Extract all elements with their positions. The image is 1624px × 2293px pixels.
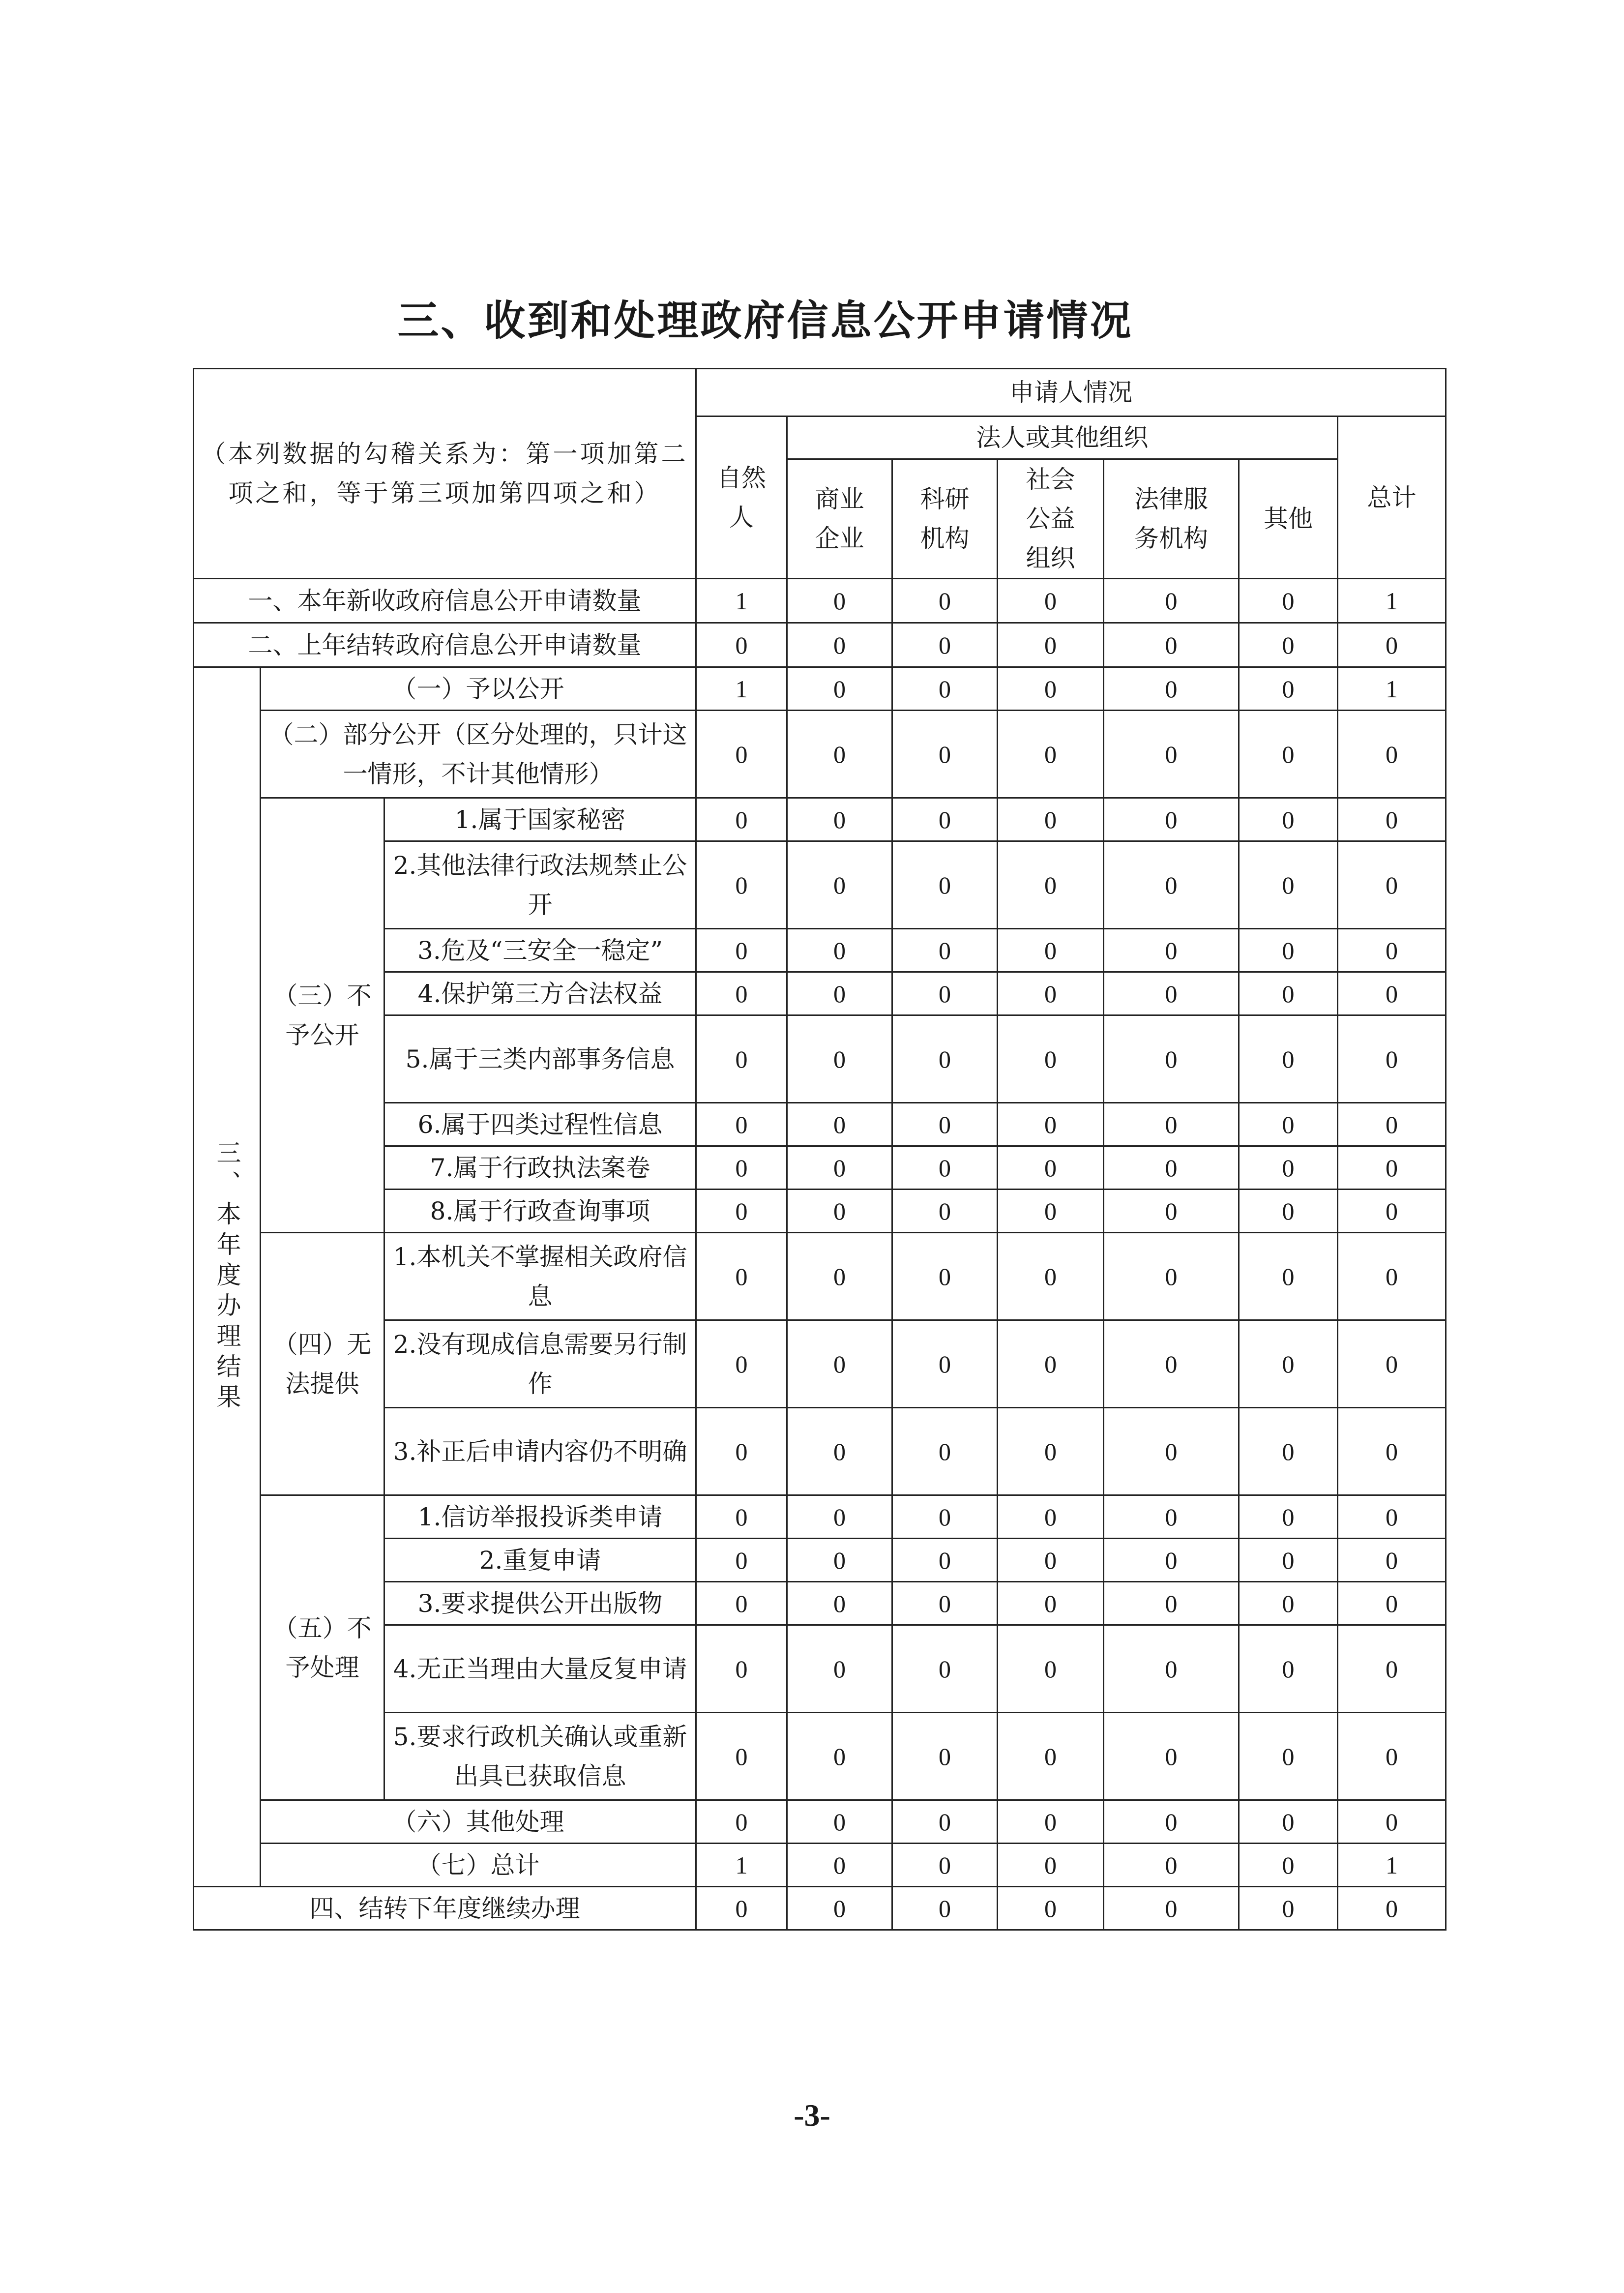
value-cell: 0 [892, 1582, 998, 1625]
value-cell: 0 [998, 1233, 1104, 1320]
value-cell: 0 [1338, 798, 1446, 841]
value-cell: 0 [1338, 623, 1446, 667]
value-cell: 0 [1338, 1015, 1446, 1103]
value-cell: 0 [1338, 1320, 1446, 1408]
value-cell: 0 [787, 1103, 892, 1146]
row-label: （二）部分公开（区分处理的，只计这一情形，不计其他情形） [261, 711, 696, 798]
value-cell: 0 [892, 1190, 998, 1233]
value-cell: 1 [696, 1844, 787, 1887]
value-cell: 0 [998, 1887, 1104, 1930]
value-cell: 0 [1239, 1625, 1338, 1713]
value-cell: 0 [1239, 1015, 1338, 1103]
row-label: 2.重复申请 [384, 1539, 696, 1582]
value-cell: 0 [1104, 1015, 1239, 1103]
row-label: 二、上年结转政府信息公开申请数量 [194, 623, 696, 667]
value-cell: 0 [998, 1800, 1104, 1844]
value-cell: 0 [696, 1713, 787, 1800]
value-cell: 0 [1239, 841, 1338, 929]
value-cell: 0 [892, 929, 998, 972]
value-cell: 0 [696, 1103, 787, 1146]
value-cell: 0 [1338, 711, 1446, 798]
legal-org-header: 法人或其他组织 [787, 417, 1338, 459]
value-cell: 0 [696, 623, 787, 667]
value-cell: 0 [696, 1190, 787, 1233]
total-header: 总计 [1338, 417, 1446, 579]
value-cell: 0 [892, 667, 998, 711]
value-cell: 0 [892, 1713, 998, 1800]
value-cell: 0 [1104, 841, 1239, 929]
table-row [194, 1844, 1446, 1887]
value-cell: 0 [892, 1233, 998, 1320]
value-cell: 0 [787, 1887, 892, 1930]
value-cell: 0 [1338, 1146, 1446, 1190]
value-cell: 0 [1239, 798, 1338, 841]
value-cell: 0 [1104, 667, 1239, 711]
value-cell: 0 [1239, 623, 1338, 667]
header-row-1 [194, 369, 1446, 417]
value-cell: 0 [696, 841, 787, 929]
value-cell: 0 [1104, 1233, 1239, 1320]
value-cell: 0 [892, 1015, 998, 1103]
value-cell: 0 [696, 1582, 787, 1625]
value-cell: 0 [696, 929, 787, 972]
table-row [194, 1233, 1446, 1320]
value-cell: 0 [1338, 841, 1446, 929]
row-label: 8.属于行政查询事项 [384, 1190, 696, 1233]
value-cell: 0 [998, 1582, 1104, 1625]
row-label: 2.没有现成信息需要另行制作 [384, 1320, 696, 1408]
group5-label: （五）不予处理 [261, 1495, 384, 1800]
value-cell: 0 [696, 1408, 787, 1495]
value-cell: 0 [1104, 1190, 1239, 1233]
value-cell: 0 [1239, 1539, 1338, 1582]
value-cell: 0 [787, 972, 892, 1015]
value-cell: 1 [696, 667, 787, 711]
value-cell: 0 [892, 1103, 998, 1146]
value-cell: 0 [998, 798, 1104, 841]
value-cell: 0 [1239, 1844, 1338, 1887]
value-cell: 0 [1338, 1887, 1446, 1930]
value-cell: 0 [1104, 1320, 1239, 1408]
value-cell: 0 [1104, 1495, 1239, 1539]
value-cell: 0 [1104, 1887, 1239, 1930]
col-header-legal-service: 法律服务机构 [1104, 459, 1239, 579]
value-cell: 0 [1104, 623, 1239, 667]
row-label: 3.要求提供公开出版物 [384, 1582, 696, 1625]
value-cell: 0 [1104, 1103, 1239, 1146]
value-cell: 0 [787, 841, 892, 929]
page-number: -3- [794, 2098, 830, 2133]
section3-label: 三、本年度办理结果 [194, 667, 261, 1887]
table-note: （本列数据的勾稽关系为：第一项加第二项之和，等于第三项加第四项之和） [194, 369, 696, 579]
value-cell: 0 [892, 1887, 998, 1930]
group3-label: （三）不予公开 [261, 798, 384, 1233]
value-cell: 0 [892, 1539, 998, 1582]
value-cell: 0 [1239, 1582, 1338, 1625]
value-cell: 0 [787, 1844, 892, 1887]
value-cell: 0 [1239, 1103, 1338, 1146]
value-cell: 0 [1338, 1582, 1446, 1625]
value-cell: 0 [1239, 667, 1338, 711]
row-label: 一、本年新收政府信息公开申请数量 [194, 579, 696, 623]
col-header-research: 科研机构 [892, 459, 998, 579]
value-cell: 0 [696, 972, 787, 1015]
value-cell: 1 [696, 579, 787, 623]
value-cell: 0 [998, 711, 1104, 798]
value-cell: 0 [696, 1800, 787, 1844]
value-cell: 0 [998, 841, 1104, 929]
row-label: 1.本机关不掌握相关政府信息 [384, 1233, 696, 1320]
page-title: 三、收到和处理政府信息公开申请情况 [397, 297, 1133, 345]
group4-label: （四）无法提供 [261, 1233, 384, 1495]
value-cell: 0 [998, 1320, 1104, 1408]
value-cell: 0 [998, 579, 1104, 623]
value-cell: 0 [1338, 929, 1446, 972]
col-header-other: 其他 [1239, 459, 1338, 579]
value-cell: 0 [998, 1495, 1104, 1539]
row-label: （七）总计 [261, 1844, 696, 1887]
value-cell: 0 [998, 1015, 1104, 1103]
value-cell: 0 [787, 798, 892, 841]
row-label: 四、结转下年度继续办理 [194, 1887, 696, 1930]
value-cell: 0 [1104, 929, 1239, 972]
row-label: 1.属于国家秘密 [384, 798, 696, 841]
applicant-header: 申请人情况 [696, 369, 1446, 417]
value-cell: 0 [1104, 579, 1239, 623]
value-cell: 0 [1104, 1713, 1239, 1800]
value-cell: 0 [892, 1320, 998, 1408]
value-cell: 0 [1104, 1844, 1239, 1887]
row-label: （一）予以公开 [261, 667, 696, 711]
value-cell: 0 [1338, 1713, 1446, 1800]
value-cell: 0 [1104, 972, 1239, 1015]
table-row [194, 667, 1446, 711]
value-cell: 0 [1239, 972, 1338, 1015]
row-label: 6.属于四类过程性信息 [384, 1103, 696, 1146]
value-cell: 0 [1239, 1713, 1338, 1800]
value-cell: 0 [998, 1103, 1104, 1146]
value-cell: 0 [1104, 798, 1239, 841]
value-cell: 0 [1338, 1495, 1446, 1539]
value-cell: 0 [1104, 1625, 1239, 1713]
table-row [194, 579, 1446, 623]
value-cell: 0 [787, 1233, 892, 1320]
value-cell: 0 [892, 1625, 998, 1713]
row-label: 1.信访举报投诉类申请 [384, 1495, 696, 1539]
value-cell: 0 [892, 841, 998, 929]
value-cell: 0 [787, 1146, 892, 1190]
value-cell: 0 [787, 667, 892, 711]
table-row [194, 1495, 1446, 1539]
value-cell: 0 [787, 1495, 892, 1539]
value-cell: 0 [787, 711, 892, 798]
value-cell: 0 [787, 1320, 892, 1408]
row-label: 3.危及“三安全一稳定” [384, 929, 696, 972]
value-cell: 0 [1239, 1320, 1338, 1408]
table-row [194, 711, 1446, 798]
value-cell: 0 [787, 1582, 892, 1625]
value-cell: 0 [1239, 711, 1338, 798]
value-cell: 0 [998, 1713, 1104, 1800]
row-label: 3.补正后申请内容仍不明确 [384, 1408, 696, 1495]
value-cell: 1 [1338, 1844, 1446, 1887]
row-label: 4.保护第三方合法权益 [384, 972, 696, 1015]
row-label: 4.无正当理由大量反复申请 [384, 1625, 696, 1713]
value-cell: 0 [696, 1015, 787, 1103]
value-cell: 0 [1239, 1800, 1338, 1844]
value-cell: 0 [998, 1146, 1104, 1190]
table-row [194, 1800, 1446, 1844]
value-cell: 0 [696, 1146, 787, 1190]
col-header-business: 商业企业 [787, 459, 892, 579]
value-cell: 0 [787, 579, 892, 623]
row-label: 5.要求行政机关确认或重新出具已获取信息 [384, 1713, 696, 1800]
value-cell: 0 [696, 1887, 787, 1930]
value-cell: 0 [998, 1539, 1104, 1582]
value-cell: 0 [892, 579, 998, 623]
col-header-public-welfare: 社会公益组织 [998, 459, 1104, 579]
value-cell: 0 [998, 1408, 1104, 1495]
value-cell: 0 [787, 623, 892, 667]
value-cell: 0 [696, 1320, 787, 1408]
value-cell: 0 [892, 1146, 998, 1190]
value-cell: 0 [696, 1539, 787, 1582]
value-cell: 0 [787, 929, 892, 972]
value-cell: 0 [998, 1625, 1104, 1713]
value-cell: 0 [892, 1495, 998, 1539]
value-cell: 0 [1104, 1582, 1239, 1625]
value-cell: 0 [1338, 1233, 1446, 1320]
value-cell: 1 [1338, 579, 1446, 623]
row-label: 7.属于行政执法案卷 [384, 1146, 696, 1190]
table-row [194, 1887, 1446, 1930]
value-cell: 0 [787, 1800, 892, 1844]
value-cell: 0 [1338, 1539, 1446, 1582]
value-cell: 0 [892, 1408, 998, 1495]
value-cell: 0 [1338, 1408, 1446, 1495]
value-cell: 0 [787, 1015, 892, 1103]
value-cell: 0 [1239, 1495, 1338, 1539]
value-cell: 0 [1104, 1146, 1239, 1190]
value-cell: 0 [1239, 929, 1338, 972]
value-cell: 0 [892, 798, 998, 841]
value-cell: 0 [1104, 711, 1239, 798]
value-cell: 0 [892, 1800, 998, 1844]
table-row [194, 623, 1446, 667]
value-cell: 0 [998, 1844, 1104, 1887]
value-cell: 0 [1239, 1887, 1338, 1930]
value-cell: 0 [998, 972, 1104, 1015]
row-label: （六）其他处理 [261, 1800, 696, 1844]
value-cell: 0 [892, 623, 998, 667]
table-row [194, 798, 1446, 841]
value-cell: 0 [1338, 1800, 1446, 1844]
value-cell: 0 [1239, 1146, 1338, 1190]
value-cell: 0 [787, 1190, 892, 1233]
value-cell: 0 [1338, 972, 1446, 1015]
value-cell: 0 [1239, 1190, 1338, 1233]
value-cell: 0 [998, 623, 1104, 667]
value-cell: 0 [998, 929, 1104, 972]
value-cell: 0 [696, 1495, 787, 1539]
value-cell: 0 [787, 1408, 892, 1495]
value-cell: 0 [696, 711, 787, 798]
value-cell: 0 [1239, 1408, 1338, 1495]
value-cell: 0 [696, 1233, 787, 1320]
value-cell: 0 [787, 1539, 892, 1582]
value-cell: 0 [696, 798, 787, 841]
value-cell: 0 [892, 972, 998, 1015]
value-cell: 0 [787, 1625, 892, 1713]
value-cell: 0 [998, 667, 1104, 711]
value-cell: 0 [892, 711, 998, 798]
value-cell: 0 [892, 1844, 998, 1887]
value-cell: 0 [1239, 1233, 1338, 1320]
value-cell: 0 [1104, 1800, 1239, 1844]
info-disclosure-table [193, 368, 1447, 1931]
value-cell: 1 [1338, 667, 1446, 711]
value-cell: 0 [1104, 1408, 1239, 1495]
value-cell: 0 [1338, 1190, 1446, 1233]
value-cell: 0 [787, 1713, 892, 1800]
row-label: 2.其他法律行政法规禁止公开 [384, 841, 696, 929]
value-cell: 0 [1104, 1539, 1239, 1582]
value-cell: 0 [1338, 1625, 1446, 1713]
value-cell: 0 [1338, 1103, 1446, 1146]
row-label: 5.属于三类内部事务信息 [384, 1015, 696, 1103]
value-cell: 0 [696, 1625, 787, 1713]
value-cell: 0 [1239, 579, 1338, 623]
value-cell: 0 [998, 1190, 1104, 1233]
natural-person-header: 自然人 [696, 417, 787, 579]
